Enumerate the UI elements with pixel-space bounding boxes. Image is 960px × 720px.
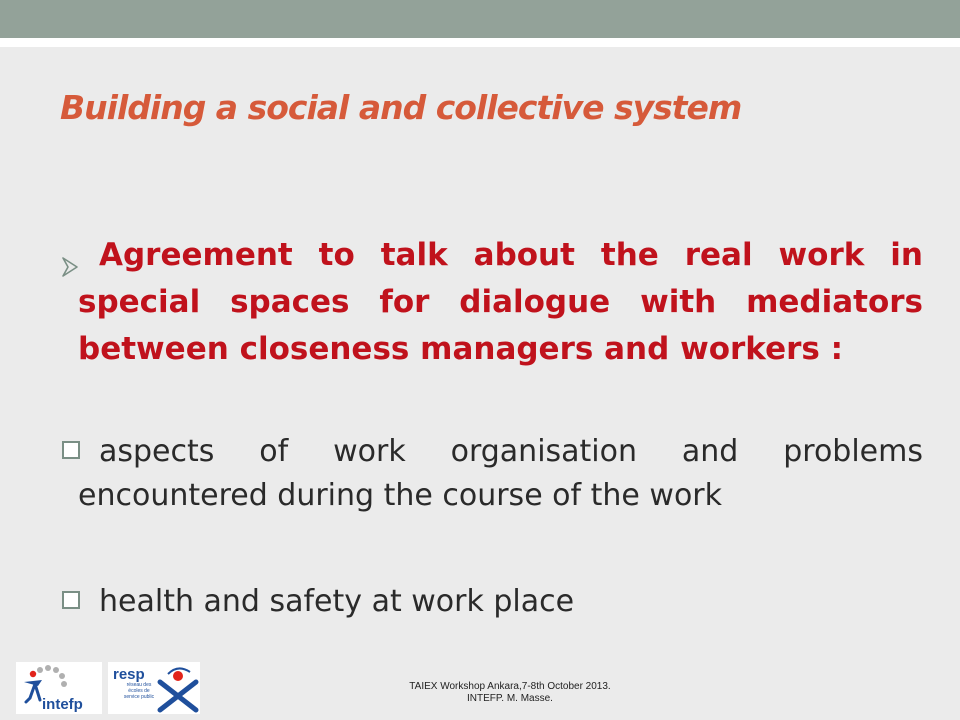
resp-logo-tagline: réseau des écoles de service public [123,682,155,700]
arrow-bullet-icon [62,244,78,291]
square-bullet-icon [62,591,80,609]
footer-line-1: TAIEX Workshop Ankara,7-8th October 2013. [409,681,611,692]
slide-title: Building a social and collective system [60,88,742,127]
main-bullet [62,232,923,373]
square-bullet-icon [62,441,80,459]
resp-logo [108,662,200,714]
sub-bullet-2 [62,580,923,624]
main-bullet-text: Agreement to talk about the real work in special spaces for dialogue with mediators between closeness managers and workers : [78,237,923,367]
intefp-logo-text: intefp [42,696,83,713]
footer-credit [330,681,690,705]
top-accent-bar [0,0,960,38]
sub-bullet-text: health and safety at work place [99,584,575,619]
top-divider-line [0,38,960,47]
intefp-logo [16,662,102,714]
sub-bullet-text: aspects of work organisation and problems encountered during the course of the work [78,434,923,513]
resp-logo-text: resp [113,666,145,683]
sub-bullet-1 [62,430,923,518]
footer-line-2: INTEFP. M. Masse. [467,693,553,704]
